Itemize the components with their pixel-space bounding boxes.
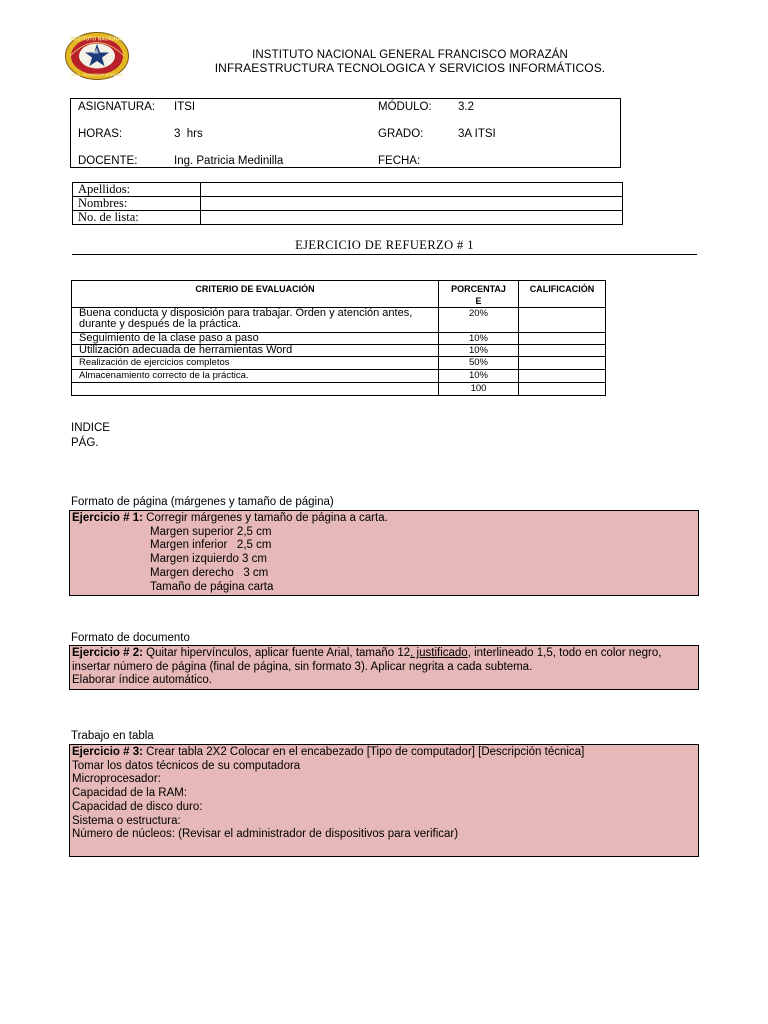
fecha-label: FECHA:: [378, 155, 421, 167]
grado-label: GRADO:: [378, 128, 424, 140]
criterion-pct: 10%: [439, 333, 519, 345]
criterion-pct: 50%: [439, 357, 519, 370]
col-criterio: CRITERIO DE EVALUACIÓN: [72, 281, 439, 308]
horas-value: 3 hrs: [174, 128, 203, 140]
exercise-2-text-b: , interlineado 1,5, todo en color negro, insertar número de página (final de página, sin formato 3). Aplicar negrita a cada subtema.: [72, 647, 662, 673]
docente-value: Ing. Patricia Medinilla: [174, 155, 284, 167]
list-item: Margen izquierdo 3 cm: [150, 553, 267, 566]
section-2-heading: Formato de documento: [71, 632, 190, 644]
criterion-text: Seguimiento de la clase paso a paso: [72, 333, 439, 345]
exercise-1-intro: Corregir márgenes y tamaño de página a carta.: [142, 512, 388, 524]
criteria-header-row: [72, 281, 606, 308]
pag-label: PÁG.: [71, 437, 99, 449]
criterion-text: Almacenamiento correcto de la práctica.: [72, 370, 439, 383]
exercise-2-line-3: Elaborar índice automático.: [72, 674, 212, 687]
criterion-grade[interactable]: [519, 370, 606, 383]
exercise-2-box: [69, 645, 699, 690]
exercise-2-label: Ejercicio # 2:: [72, 647, 143, 659]
exercise-2-underlined: , justificado: [410, 647, 468, 659]
list-item: Sistema o estructura:: [72, 814, 181, 827]
list-item: Margen inferior 2,5 cm: [150, 539, 272, 552]
list-item: Microprocesador:: [72, 773, 161, 786]
apellidos-label: Apellidos:: [73, 183, 201, 197]
list-item: Capacidad de disco duro:: [72, 800, 203, 813]
total-row: [72, 383, 606, 396]
list-item: Número de núcleos: (Revisar el administrador de dispositivos para verificar): [72, 828, 459, 841]
section-1-heading: Formato de página (márgenes y tamaño de página): [71, 496, 334, 508]
list-item: Margen derecho 3 cm: [150, 566, 269, 579]
header-line-1: INSTITUTO NACIONAL GENERAL FRANCISCO MORAZÁN: [252, 49, 568, 61]
criterion-text: Utilización adecuada de herramientas Word: [72, 345, 439, 357]
criterion-pct: 10%: [439, 345, 519, 357]
logo-text-bottom: GRAL. FRANCISCO MORAZÁN: [70, 73, 124, 77]
header-line-2: INFRAESTRUCTURA TECNOLOGICA Y SERVICIOS INFORMÁTICOS.: [214, 61, 606, 75]
exercise-1-box: [69, 510, 699, 596]
criterion-text: Realización de ejercicios completos: [72, 357, 439, 370]
logo-text-top: INSTITUTO NACIONAL: [69, 36, 125, 43]
col-calificacion: CALIFICACIÓN: [519, 281, 606, 308]
total-value: 100: [439, 383, 519, 396]
exercise-3-label: Ejercicio # 3:: [72, 746, 143, 758]
exercise-3-box: [69, 744, 699, 857]
grado-value: 3A ITSI: [458, 128, 496, 140]
nombres-field[interactable]: [201, 197, 623, 211]
criterion-grade[interactable]: [519, 345, 606, 357]
criterion-grade[interactable]: [519, 308, 606, 333]
course-info-box: [70, 98, 621, 168]
col-porcentaje: PORCENTAJ E: [439, 281, 519, 308]
nombres-label: Nombres:: [73, 197, 201, 211]
section-3-heading: Trabajo en tabla: [71, 730, 154, 742]
exercise-2-text-a: Quitar hipervínculos, aplicar fuente Arial, tamaño 12: [142, 647, 411, 659]
modulo-value: 3.2: [458, 101, 474, 113]
page-title: EJERCICIO DE REFUERZO # 1: [295, 238, 474, 252]
lista-field[interactable]: [201, 211, 623, 225]
list-item: Tomar los datos técnicos de su computadora: [72, 759, 301, 772]
docente-label: DOCENTE:: [78, 155, 138, 167]
criterion-pct: 10%: [439, 370, 519, 383]
table-row: [72, 308, 606, 333]
exercise-1-label: Ejercicio # 1:: [72, 512, 143, 524]
criterion-grade[interactable]: [519, 357, 606, 370]
title-divider: [72, 254, 697, 255]
total-grade[interactable]: [519, 383, 606, 396]
list-item: Margen superior 2,5 cm: [150, 525, 272, 538]
criterion-pct: 20%: [439, 308, 519, 333]
indice-label: INDICE: [71, 422, 110, 434]
asignatura-label: ASIGNATURA:: [78, 101, 156, 113]
list-item: Capacidad de la RAM:: [72, 787, 188, 800]
horas-label: HORAS:: [78, 128, 123, 140]
lista-label: No. de lista:: [73, 211, 201, 225]
table-row: [72, 333, 606, 345]
table-row: [72, 357, 606, 370]
table-row: [72, 370, 606, 383]
asignatura-value: ITSI: [174, 101, 196, 113]
table-row: [72, 345, 606, 357]
apellidos-field[interactable]: [201, 183, 623, 197]
institute-logo: [64, 31, 130, 81]
criterion-grade[interactable]: [519, 333, 606, 345]
evaluation-criteria-table: [71, 280, 606, 396]
exercise-3-intro: Crear tabla 2X2 Colocar en el encabezado [Tipo de computador] [Descripción técnica]: [142, 746, 585, 758]
student-info-table: [72, 182, 623, 225]
criterion-text: Buena conducta y disposición para trabajar. Orden y atención antes, durante y después de la práctica.: [72, 308, 439, 333]
list-item: Tamaño de página carta: [150, 580, 274, 593]
total-label-cell: [72, 383, 439, 396]
modulo-label: MÓDULO:: [378, 101, 432, 113]
